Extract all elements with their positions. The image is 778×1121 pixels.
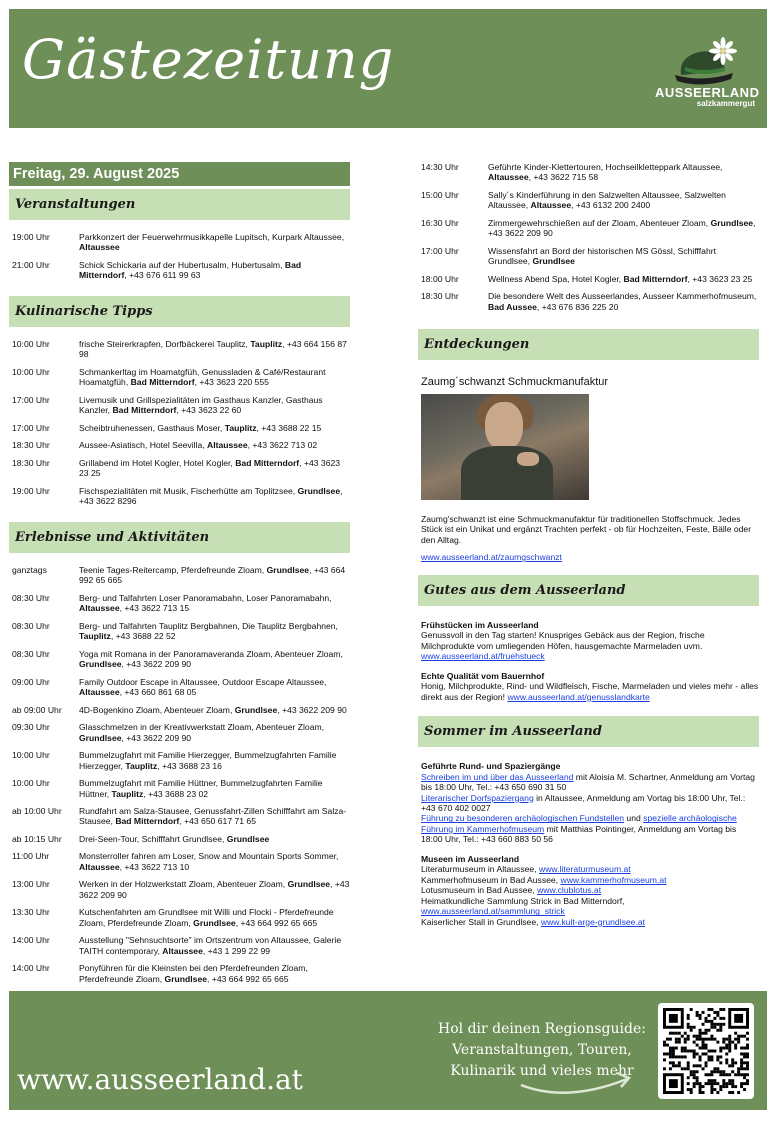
ausseerland-logo[interactable] — [655, 31, 760, 111]
event-time: 08:30 Uhr — [12, 648, 50, 659]
event-description: Geführte Kinder-Klettertouren, Hochseilklettерpark Altaussee, Altaussee, +43 3622 715 58 — [488, 162, 723, 183]
event-time: 08:30 Uhr — [12, 592, 50, 603]
event-description: Fischspezialitäten mit Musik, Fischerhütte am Toplitzsee, Grundlsee, +43 3622 8296 — [79, 485, 343, 507]
event-description: Berg- und Talfahrten Tauplitz Bergbahnen, Die Tauplitz Bergbahnen, Tauplitz, +43 3688 22 52 — [79, 620, 338, 642]
event-time: 14:30 Uhr — [421, 162, 459, 172]
event-description: Rundfahrt am Salza-Stausee, Genussfahrt-Zillen Schifffahrt am Salza-Stausee, Bad Mitterndorf, +43 650 617 71 65 — [79, 805, 347, 827]
event-row — [9, 565, 350, 586]
event-time: 13:00 Uhr — [12, 879, 50, 890]
event-row — [418, 218, 759, 239]
event-description: Berg- und Talfahrten Loser Panoramabahn, Loser Panoramabahn, Altaussee, +43 3622 713 15 — [79, 592, 332, 614]
hat-edelweiss-icon — [673, 31, 739, 87]
event-row — [9, 593, 350, 614]
event-description: 4D-Bogenkino Zloam, Abenteuer Zloam, Grundlsee, +43 3622 209 90 — [79, 704, 347, 715]
event-description: Ponyführen für die Kleinsten bei den Pferdefreunden Zloam, Pferdefreunde Zloam, Grundlsee, +43 664 992 65 665 — [79, 963, 308, 984]
event-row — [9, 232, 350, 253]
event-description: Kutschenfahrten am Grundlsee mit Willi und Flocki - Pferdefreunde Zloam, Pferdefreunde Zloam, Grundlsee, +43 664 992 65 665 — [79, 907, 334, 928]
event-row — [9, 677, 350, 698]
event-row — [9, 339, 350, 360]
event-time: 18:30 Uhr — [12, 440, 50, 451]
event-description: Wellness Abend Spa, Hotel Kogler, Bad Mitterndorf, +43 3623 23 25 — [488, 273, 753, 284]
left-column — [9, 162, 350, 999]
event-time: 08:30 Uhr — [12, 620, 50, 631]
events-list-kulinarisch — [9, 327, 350, 522]
event-time: ganztags — [12, 564, 47, 575]
event-description: Sally´s Kinderführung in den Salzwelten Altaussee, Salzwelten Altaussee, Altaussee, +43 6132 200 2400 — [488, 189, 726, 211]
event-description: Wissensfahrt an Bord der historischen MS Gössl, Schifffahrt Grundlsee, Grundlsee — [488, 245, 716, 267]
event-row — [9, 851, 350, 872]
event-row — [9, 806, 350, 827]
event-time: 11:00 Uhr — [12, 851, 50, 862]
event-row — [418, 291, 759, 312]
event-row — [9, 963, 350, 984]
qr-code-icon — [663, 1008, 749, 1094]
right-column — [418, 160, 759, 927]
event-row — [9, 722, 350, 743]
event-row — [418, 246, 759, 267]
footer-banner — [9, 991, 767, 1110]
section-heading-kulinarisch: Kulinarische Tipps — [9, 296, 350, 327]
event-description: Schick Schickaria auf der Hubertusalm, Hubertusalm, Bad Mitterndorf, +43 676 611 99 63 — [79, 259, 302, 281]
event-row — [9, 705, 350, 715]
event-row — [9, 260, 350, 281]
event-row — [9, 649, 350, 670]
section-heading-veranstaltungen: Veranstaltungen — [9, 189, 350, 220]
event-row — [9, 486, 350, 507]
event-row — [9, 935, 350, 956]
page-title: Gästezeitung — [22, 28, 395, 91]
header-banner — [9, 9, 767, 128]
event-row — [9, 907, 350, 928]
event-time: 15:00 Uhr — [421, 189, 459, 200]
event-row — [9, 395, 350, 416]
event-row — [9, 440, 350, 450]
logo-wordmark: AUSSEERLAND — [655, 85, 760, 100]
event-time: 16:30 Uhr — [421, 217, 459, 228]
event-row — [9, 834, 350, 844]
feature-text: Zaumg'schwanzt ist eine Schmuckmanufaktur für traditionellen Stoffschmuck. Jedes Stück ist ein Unikat und ergänzt Trachten perfekt - ob für Hochzeiten, Feste, Bälle oder den Alltag. — [421, 513, 752, 545]
promo-text — [427, 1019, 657, 1082]
event-row — [418, 274, 759, 284]
event-description: Zimmergewehrschießen auf der Zloam, Abenteuer Zloam, Grundlsee, +43 3622 209 90 — [488, 217, 756, 239]
event-row — [9, 367, 350, 388]
event-description: Scheibtruhenessen, Gasthaus Moser, Tauplitz, +43 3688 22 15 — [79, 422, 322, 433]
gutes-block-fruehstueck: Frühstücken im Ausseerland Genussvoll in den Tag starten! Knuspriges Gebäck aus der Region, frische Milchprodukte vom umliegenden Höfen, hausgemachte Marmeladen uvm. www.ausseerland.at/fruehstueck — [421, 619, 705, 662]
events-list-veranstaltungen — [9, 220, 350, 296]
event-time: 17:00 Uhr — [12, 422, 50, 433]
event-row — [9, 423, 350, 433]
event-time: 10:00 Uhr — [12, 338, 50, 349]
promo-line: Veranstaltungen, Touren, — [452, 1042, 632, 1058]
section-heading-entdeckungen: Entdeckungen — [418, 329, 759, 360]
promo-line: Kulinarik und vieles mehr — [450, 1063, 634, 1079]
event-row — [9, 458, 350, 479]
event-description: Yoga mit Romana in der Panoramaveranda Zloam, Abenteuer Zloam, Grundlsee, +43 3622 209 90 — [79, 648, 343, 670]
event-description: Bummelzugfahrt mit Familie Hüttner, Bummelzugfahrten Familie Hüttner, Tauplitz, +43 3688 23 02 — [79, 778, 323, 799]
event-description: Aussee-Asiatisch, Hotel Seevilla, Altaussee, +43 3622 713 02 — [79, 440, 318, 451]
event-time: 09:30 Uhr — [12, 722, 50, 733]
event-description: Werken in der Holzwerkstatt Zloam, Abenteuer Zloam, Grundlsee, +43 3622 209 90 — [79, 879, 350, 900]
section-heading-gutes: Gutes aus dem Ausseerland — [418, 575, 759, 606]
event-description: Parkkonzert der Feuerwehrmusikkapelle Lupitsch, Kurpark Altaussee, Altaussee — [79, 232, 345, 253]
event-time: 10:00 Uhr — [12, 778, 50, 789]
event-description: Grillabend im Hotel Kogler, Hotel Kogler, Bad Mitterndorf, +43 3623 23 25 — [79, 457, 341, 479]
event-time: 19:00 Uhr — [12, 485, 50, 496]
sommer-block-museen: Museen im Ausseerland Literaturmuseum in Altaussee, www.literaturmuseum.at Kammerhofmuseum in Bad Aussee, www.kammerhofmuseum.at Lotusmuseum in Bad Aussee, www.clublotus.at Heimatkundliche Sammlung Strick in Bad Mitterndorf, www.ausseerland.at/sammlung_strick Kaiserlicher Stall in Grundlsee, www.kult-arge-grundlsee.at — [421, 853, 667, 927]
event-row — [9, 879, 350, 900]
event-time: 18:00 Uhr — [421, 273, 459, 284]
event-time: ab 10:15 Uhr — [12, 833, 62, 844]
event-time: 17:00 Uhr — [12, 394, 50, 405]
events-list-erlebnisse — [9, 553, 350, 1000]
event-description: Drei-Seen-Tour, Schifffahrt Grundlsee, Grundlsee — [79, 833, 270, 844]
event-description: Ausstellung "Sehnsuchtsorte" im Ortszentrum von Altaussee, Galerie TAITH contemporary, Altaussee, +43 1 299 22 99 — [79, 935, 342, 956]
event-row — [418, 162, 759, 183]
event-row — [9, 621, 350, 642]
logo-subtitle: salzkammergut — [696, 99, 755, 108]
event-time: 13:30 Uhr — [12, 907, 50, 918]
event-time: 17:00 Uhr — [421, 245, 459, 256]
promo-line: Hol dir deinen Regionsguide: — [438, 1021, 646, 1037]
event-time: 09:00 Uhr — [12, 676, 50, 687]
event-time: 18:30 Uhr — [12, 457, 50, 468]
event-time: 18:30 Uhr — [421, 291, 459, 302]
feature-title: Zaumg´schwanzt Schmuckmanufaktur — [421, 376, 609, 389]
event-time: 19:00 Uhr — [12, 232, 50, 242]
events-list-erlebnisse-cont — [418, 160, 759, 327]
event-time: ab 09:00 Uhr — [12, 704, 62, 715]
event-time: 14:00 Uhr — [12, 963, 50, 974]
gutes-block-bauernhof: Echte Qualität vom Bauernhof Honig, Milchprodukte, Rind- und Wildfleisch, Fische, Marmeladen und vieles mehr - alles direkt aus der Region! www.ausseerland.at/genusslandkarte — [421, 670, 759, 702]
event-time: 10:00 Uhr — [12, 750, 50, 761]
qr-code[interactable] — [658, 1003, 754, 1099]
event-time: 14:00 Uhr — [12, 935, 50, 946]
event-description: frische Steirerkrapfen, Dorfbäckerei Tauplitz, Tauplitz, +43 664 156 87 98 — [79, 338, 347, 360]
event-description: Bummelzugfahrt mit Familie Hierzegger, Bummelzugfahrten Familie Hierzegger, Tauplitz, +43 3688 23 16 — [79, 750, 337, 771]
arrow-icon — [517, 1065, 637, 1095]
event-description: Teenie Tages-Reitercamp, Pferdefreunde Zloam, Grundlsee, +43 664 992 65 665 — [79, 564, 346, 586]
section-heading-erlebnisse: Erlebnisse und Aktivitäten — [9, 522, 350, 553]
event-description: Livemusik und Grillspezialitäten im Gasthaus Kanzler, Gasthaus Kanzler, Bad Mitterndorf, +43 3623 22 60 — [79, 394, 323, 416]
event-description: Die besondere Welt des Ausseerlandes, Ausseer Kammerhofmuseum, Bad Aussee, +43 676 836 225 20 — [488, 291, 757, 312]
footer-url[interactable]: www.ausseerland.at — [17, 1063, 303, 1096]
feature-link[interactable]: www.ausseerland.at/zaumgschwanzt — [421, 552, 562, 563]
event-description: Schmankerltag im Hoamatgfüh, Genussladen & Café/Restaurant Hoamatgfüh, Bad Mitterndorf, +43 3623 220 555 — [79, 366, 326, 388]
event-row — [9, 778, 350, 799]
event-description: Monsterroller fahren am Loser, Snow and Mountain Sports Sommer, Altaussee, +43 3622 713 10 — [79, 851, 339, 872]
sommer-block-fuehrungen: Geführte Rund- und Spaziergänge Schreiben im und über das Ausseerland mit Aloisia M. Schartner, Anmeldung am Vortag bis 18:00 Uhr, Tel.: +43 650 690 31 50 Literarischer Dorfspaziergang in Altaussee, Anmeldung am Vortag bis 18:00 Uhr, Tel.: +43 670 402 0027 Führung zu besonderen archäologischen Fundstellen und spezielle archäologische Führung im Kammerhofmuseum mit Matthias Pointinger, Anmeldung am Vortag bis 18:00 Uhr, Tel.: +43 660 883 50 56 — [421, 761, 755, 845]
event-time: 10:00 Uhr — [12, 366, 50, 377]
event-description: Family Outdoor Escape in Altaussee, Outdoor Escape Altaussee, Altaussee, +43 660 861 68 05 — [79, 676, 327, 698]
event-time: ab 10:00 Uhr — [12, 805, 62, 816]
event-row — [9, 750, 350, 771]
event-time: 21:00 Uhr — [12, 259, 50, 270]
event-row — [418, 190, 759, 211]
date-heading: Freitag, 29. August 2025 — [9, 162, 350, 186]
event-description: Glasschmelzen in der Kreativwerkstatt Zloam, Abenteuer Zloam, Grundlsee, +43 3622 209 90 — [79, 722, 325, 743]
section-heading-sommer: Sommer im Ausseerland — [418, 716, 759, 747]
feature-photo — [421, 394, 589, 500]
